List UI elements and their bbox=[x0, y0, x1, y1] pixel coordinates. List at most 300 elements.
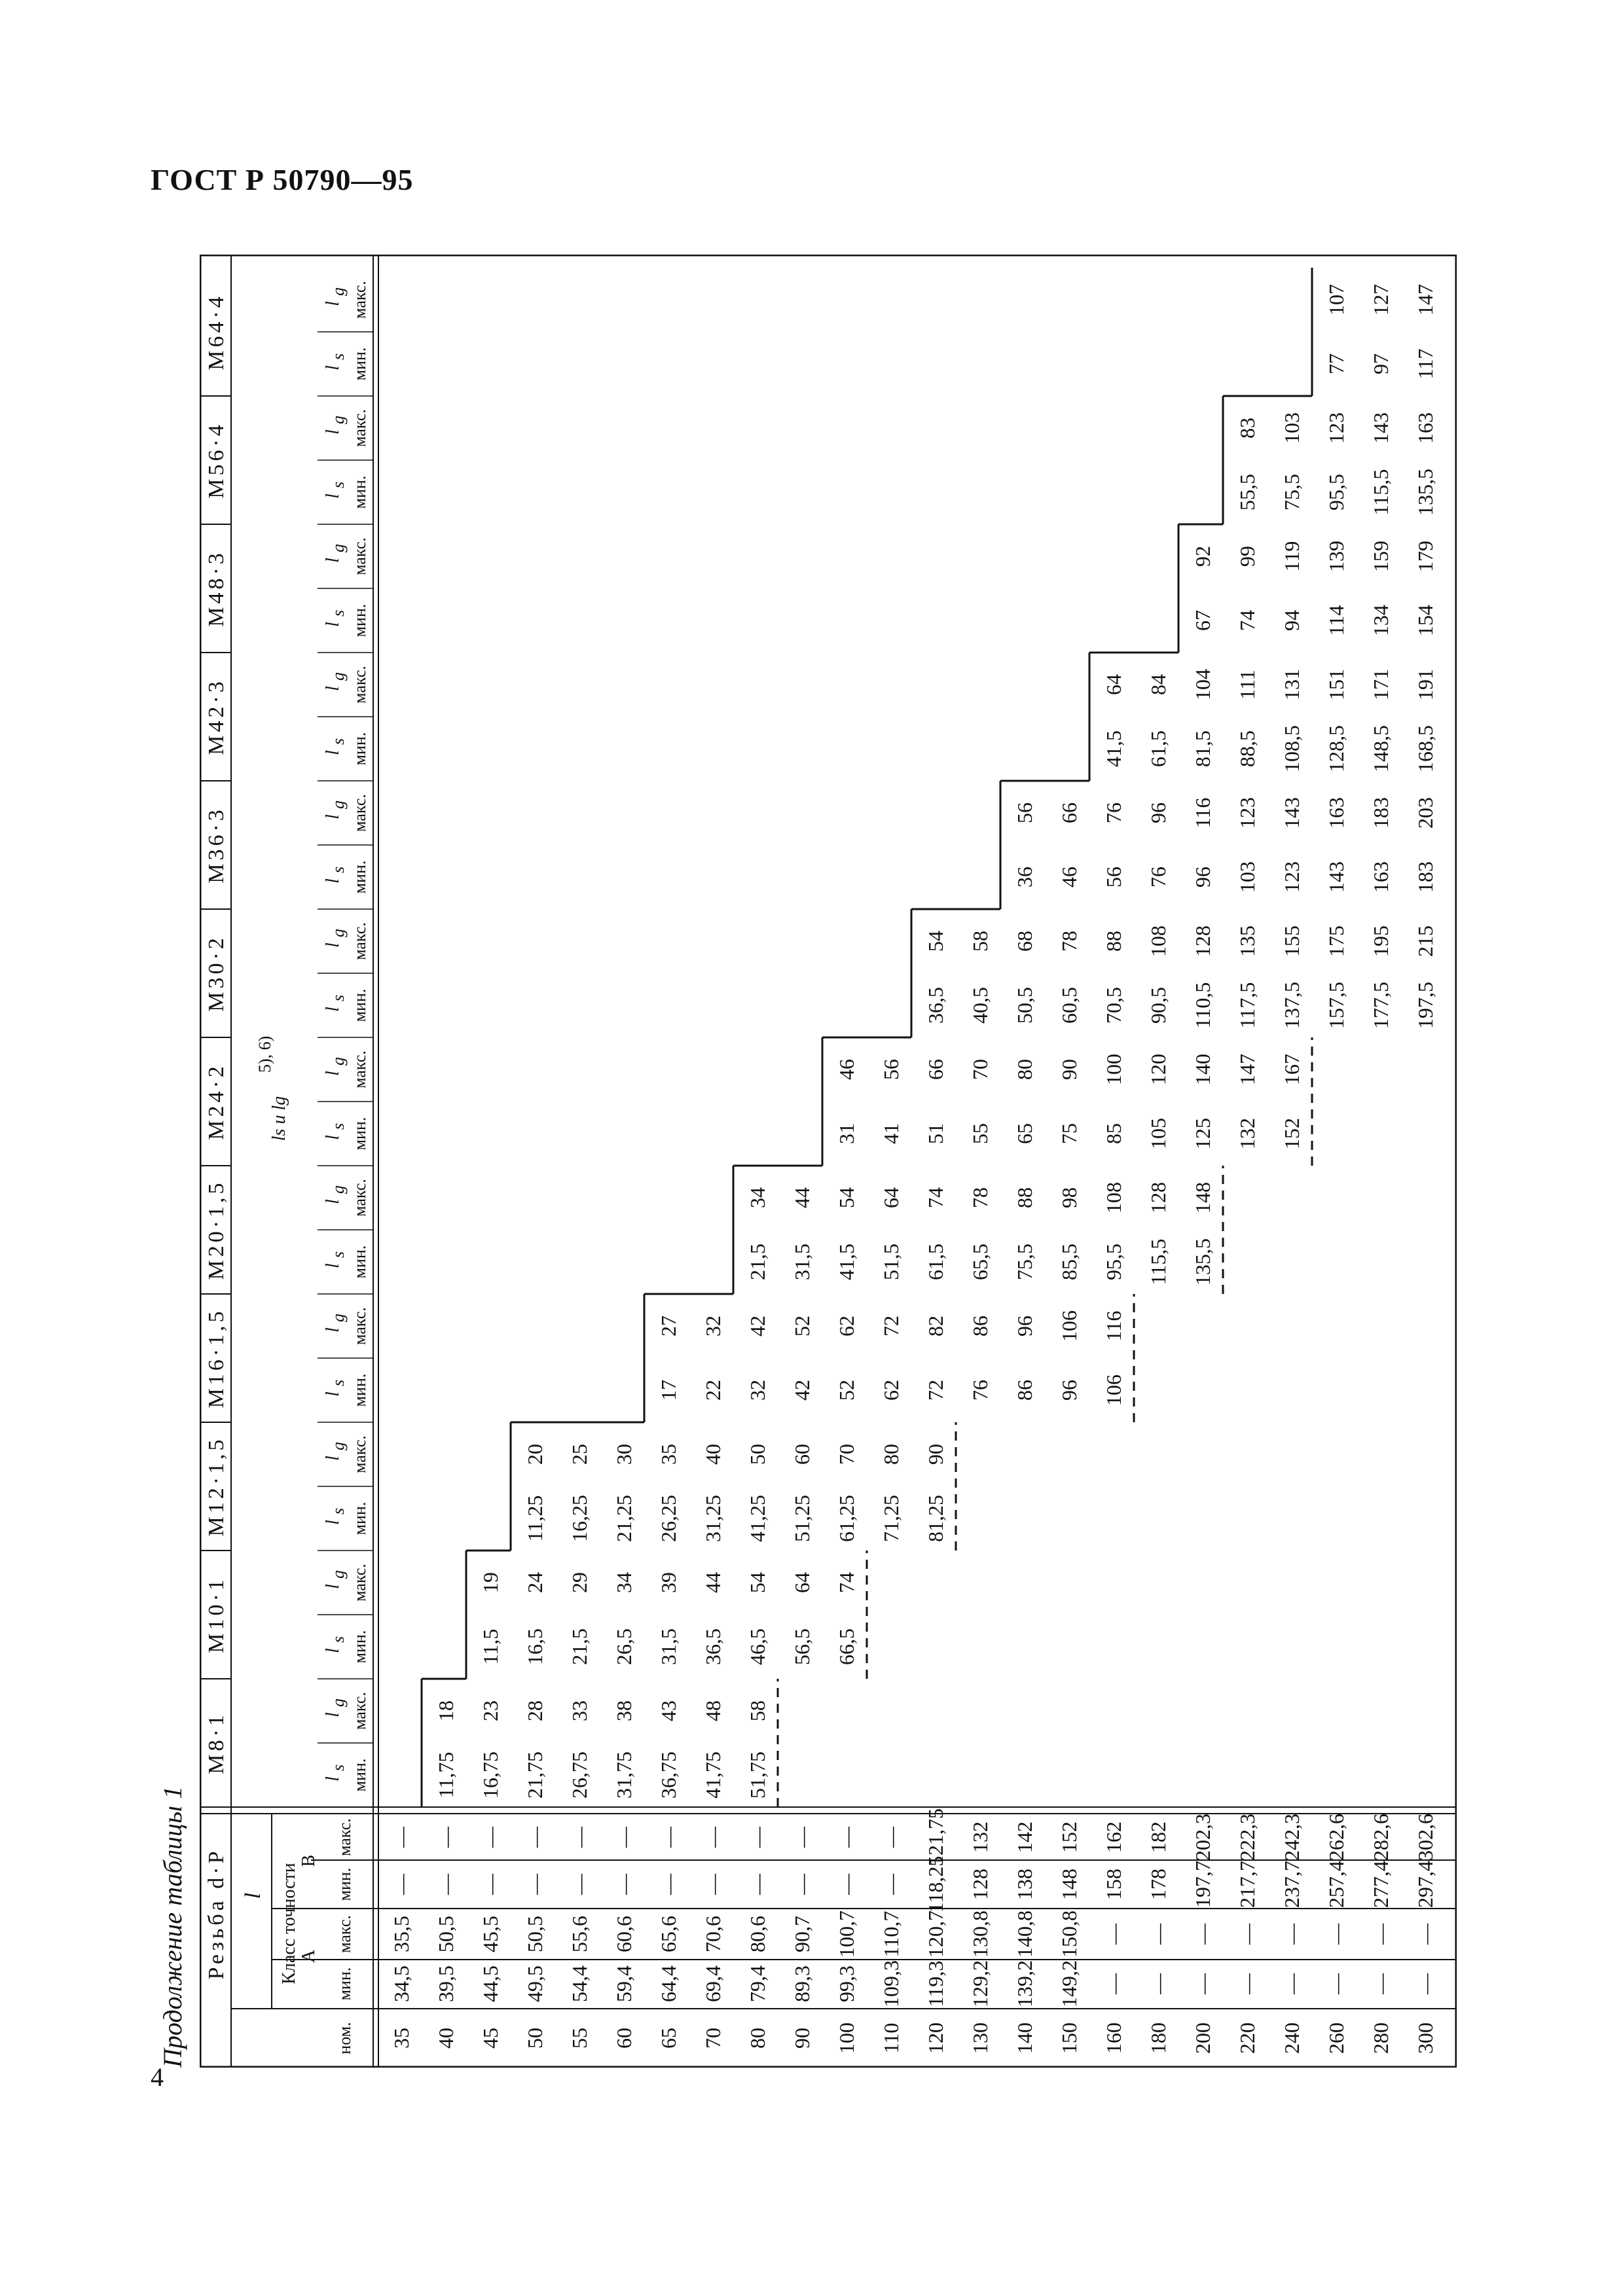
row-b-min: — bbox=[568, 1874, 591, 1895]
row-value: 32 bbox=[701, 1316, 725, 1336]
row-value: 40 bbox=[701, 1444, 725, 1465]
row-value: 16,25 bbox=[568, 1495, 591, 1542]
row-value: 177,5 bbox=[1369, 982, 1393, 1029]
subscript: s bbox=[329, 1251, 348, 1258]
row-value: 155 bbox=[1280, 925, 1304, 957]
row-value: 38 bbox=[612, 1700, 636, 1721]
row-value: 66 bbox=[1057, 802, 1081, 823]
row-value: 183 bbox=[1369, 797, 1393, 829]
max-header: макс. bbox=[350, 281, 369, 319]
row-nom: 35 bbox=[390, 2028, 413, 2049]
row-nom: 60 bbox=[612, 2028, 636, 2049]
row-b-max: 152 bbox=[1057, 1821, 1081, 1853]
row-value: 64 bbox=[790, 1572, 814, 1593]
document-header: ГОСТ Р 50790—95 bbox=[151, 163, 414, 196]
row-b-max: — bbox=[612, 1827, 636, 1848]
row-value: 86 bbox=[968, 1316, 992, 1336]
row-value: 106 bbox=[1102, 1374, 1125, 1406]
row-value: 111 bbox=[1235, 670, 1259, 700]
ls-lg-merged-label: ls и lg bbox=[269, 1096, 289, 1141]
row-a-min: — bbox=[1369, 1973, 1393, 1994]
row-value: 44 bbox=[701, 1572, 725, 1593]
row-value: 18 bbox=[434, 1700, 458, 1721]
row-b-max: 182 bbox=[1146, 1821, 1170, 1853]
thread-name: M64·4 bbox=[204, 293, 228, 370]
row-b-max: 282,6 bbox=[1369, 1814, 1393, 1861]
row-value: 140 bbox=[1191, 1054, 1214, 1085]
row-value: 97 bbox=[1369, 353, 1393, 374]
row-a-min: 89,3 bbox=[790, 1965, 814, 2002]
ls-header: l bbox=[323, 750, 343, 755]
row-value: 90 bbox=[1057, 1059, 1081, 1080]
row-value: 203 bbox=[1413, 797, 1437, 829]
min-header: мин. bbox=[350, 1501, 369, 1535]
row-a-min: 34,5 bbox=[390, 1965, 413, 2002]
row-value: 11,25 bbox=[523, 1495, 547, 1542]
max-header: макс. bbox=[350, 1307, 369, 1345]
row-value: 23 bbox=[479, 1700, 502, 1721]
row-value: 96 bbox=[1191, 867, 1214, 888]
row-a-max: 50,5 bbox=[523, 1916, 547, 1952]
min-header: мин. bbox=[350, 1373, 369, 1407]
row-value: 110,5 bbox=[1191, 982, 1214, 1029]
row-value: 88,5 bbox=[1235, 730, 1259, 767]
row-a-max: 70,6 bbox=[701, 1916, 725, 1952]
row-b-max: — bbox=[568, 1827, 591, 1848]
class-b-label: В bbox=[299, 1854, 319, 1867]
row-nom: 120 bbox=[924, 2022, 947, 2054]
row-b-min: — bbox=[790, 1874, 814, 1895]
row-value: 143 bbox=[1280, 797, 1304, 829]
row-value: 123 bbox=[1280, 861, 1304, 893]
page-number: 4 bbox=[151, 2062, 164, 2092]
col-b-min: мин. bbox=[335, 1867, 354, 1901]
row-value: 90,5 bbox=[1146, 987, 1170, 1024]
row-value: 48 bbox=[701, 1700, 725, 1721]
col-a-max: макс. bbox=[335, 1915, 354, 1953]
row-value: 135,5 bbox=[1413, 469, 1437, 516]
row-value: 72 bbox=[879, 1316, 903, 1336]
ls-header: l bbox=[323, 1391, 343, 1397]
row-value: 152 bbox=[1280, 1118, 1304, 1149]
row-value: 41,5 bbox=[835, 1244, 858, 1280]
min-header: мин. bbox=[350, 860, 369, 894]
row-value: 76 bbox=[1102, 802, 1125, 823]
row-value: 106 bbox=[1057, 1310, 1081, 1342]
subscript: s bbox=[329, 738, 348, 745]
row-value: 32 bbox=[746, 1380, 769, 1401]
row-value: 31 bbox=[835, 1123, 858, 1144]
row-nom: 260 bbox=[1324, 2022, 1348, 2054]
row-a-max: 140,8 bbox=[1013, 1910, 1036, 1958]
thread-name: M8·1 bbox=[204, 1712, 228, 1774]
row-nom: 50 bbox=[523, 2028, 547, 2049]
class-a-label: А bbox=[299, 1949, 319, 1964]
lg-header: l bbox=[323, 1071, 343, 1076]
subscript: s bbox=[329, 866, 348, 873]
row-value: 21,75 bbox=[523, 1751, 547, 1799]
row-a-min: — bbox=[1102, 1973, 1125, 1994]
subscript: g bbox=[329, 1442, 348, 1450]
row-value: 20 bbox=[523, 1444, 547, 1465]
min-header: мин. bbox=[350, 1758, 369, 1792]
row-nom: 180 bbox=[1146, 2022, 1170, 2054]
row-value: 151 bbox=[1324, 669, 1348, 700]
l-header: l bbox=[241, 1889, 265, 1899]
row-value: 120 bbox=[1146, 1054, 1170, 1085]
row-value: 41,75 bbox=[701, 1751, 725, 1799]
subscript: s bbox=[329, 353, 348, 360]
row-value: 134 bbox=[1369, 605, 1393, 636]
max-header: макс. bbox=[350, 1179, 369, 1217]
row-a-max: 80,6 bbox=[746, 1916, 769, 1952]
row-value: 103 bbox=[1280, 412, 1304, 444]
row-value: 92 bbox=[1191, 546, 1214, 567]
accuracy-class-label: Класс точности bbox=[279, 1863, 299, 1984]
row-value: 70 bbox=[968, 1059, 992, 1080]
row-value: 116 bbox=[1191, 797, 1214, 829]
row-value: 95,5 bbox=[1102, 1244, 1125, 1280]
row-value: 64 bbox=[1102, 674, 1125, 695]
row-value: 66 bbox=[924, 1059, 947, 1080]
row-value: 96 bbox=[1057, 1380, 1081, 1401]
row-nom: 280 bbox=[1369, 2022, 1393, 2054]
row-value: 25 bbox=[568, 1444, 591, 1465]
row-a-min: — bbox=[1413, 1973, 1437, 1994]
row-value: 26,25 bbox=[657, 1495, 680, 1542]
subscript: s bbox=[329, 1122, 348, 1130]
row-nom: 40 bbox=[434, 2028, 458, 2049]
row-value: 123 bbox=[1324, 412, 1348, 444]
row-value: 29 bbox=[568, 1572, 591, 1593]
row-a-max: — bbox=[1146, 1924, 1170, 1945]
row-value: 28 bbox=[523, 1700, 547, 1721]
row-b-min: — bbox=[612, 1874, 636, 1895]
row-value: 86 bbox=[1013, 1380, 1036, 1401]
max-header: макс. bbox=[350, 537, 369, 575]
max-header: макс. bbox=[350, 409, 369, 447]
row-b-max: 132 bbox=[968, 1821, 992, 1853]
row-a-max: 55,6 bbox=[568, 1916, 591, 1952]
row-value: 56 bbox=[1102, 867, 1125, 888]
row-a-max: 50,5 bbox=[434, 1916, 458, 1952]
row-value: 34 bbox=[612, 1572, 636, 1593]
row-value: 60,5 bbox=[1057, 987, 1081, 1024]
row-value: 11,75 bbox=[434, 1751, 458, 1799]
row-b-min: — bbox=[746, 1874, 769, 1895]
row-value: 197,5 bbox=[1413, 982, 1437, 1029]
lg-header: l bbox=[323, 429, 343, 435]
row-a-max: — bbox=[1191, 1924, 1214, 1945]
min-header: мин. bbox=[350, 732, 369, 766]
row-value: 58 bbox=[968, 931, 992, 952]
row-a-max: 90,7 bbox=[790, 1916, 814, 1952]
row-value: 147 bbox=[1235, 1054, 1259, 1085]
thread-name: M20·1,5 bbox=[204, 1179, 228, 1280]
row-b-min: 237,7 bbox=[1280, 1861, 1304, 1908]
row-value: 56,5 bbox=[790, 1628, 814, 1665]
max-header: макс. bbox=[350, 794, 369, 832]
thread-name: M10·1 bbox=[204, 1576, 228, 1653]
row-a-max: 110,7 bbox=[879, 1910, 903, 1958]
row-value: 80 bbox=[1013, 1059, 1036, 1080]
row-a-min: 49,5 bbox=[523, 1965, 547, 2002]
row-a-max: 120,7 bbox=[924, 1910, 947, 1958]
rotated-table-block bbox=[158, 255, 1457, 2068]
row-a-min: 44,5 bbox=[479, 1965, 502, 2002]
row-value: 65,5 bbox=[968, 1244, 992, 1280]
row-value: 94 bbox=[1280, 610, 1304, 631]
row-b-max: — bbox=[879, 1827, 903, 1848]
row-b-max: 262,6 bbox=[1324, 1814, 1348, 1861]
row-nom: 140 bbox=[1013, 2022, 1036, 2054]
row-b-min: — bbox=[390, 1874, 413, 1895]
row-value: 33 bbox=[568, 1700, 591, 1721]
row-value: 139 bbox=[1324, 541, 1348, 572]
row-value: 116 bbox=[1102, 1310, 1125, 1342]
row-value: 108 bbox=[1146, 925, 1170, 957]
row-value: 39 bbox=[657, 1572, 680, 1593]
row-value: 55 bbox=[968, 1123, 992, 1144]
row-value: 31,75 bbox=[612, 1751, 636, 1799]
min-header: мин. bbox=[350, 347, 369, 381]
row-value: 127 bbox=[1369, 284, 1393, 315]
row-b-min: 257,4 bbox=[1324, 1861, 1348, 1908]
row-value: 132 bbox=[1235, 1118, 1259, 1149]
row-value: 17 bbox=[657, 1380, 680, 1401]
table-caption: Продолжение таблицы 1 bbox=[158, 1785, 187, 2068]
row-value: 115,5 bbox=[1146, 1238, 1170, 1285]
row-b-max: — bbox=[390, 1827, 413, 1848]
min-header: мин. bbox=[350, 1117, 369, 1151]
row-value: 61,5 bbox=[924, 1244, 947, 1280]
row-value: 52 bbox=[790, 1316, 814, 1336]
ls-header: l bbox=[323, 493, 343, 499]
row-value: 128 bbox=[1146, 1182, 1170, 1213]
subscript: g bbox=[329, 416, 348, 424]
row-b-max: 142 bbox=[1013, 1821, 1036, 1853]
row-value: 108,5 bbox=[1280, 725, 1304, 772]
col-a-min: мин. bbox=[335, 1967, 354, 2001]
ls-header: l bbox=[323, 1263, 343, 1268]
row-value: 31,5 bbox=[790, 1244, 814, 1280]
subscript: g bbox=[329, 800, 348, 809]
row-b-min: 297,4 bbox=[1413, 1861, 1437, 1908]
row-value: 70 bbox=[835, 1444, 858, 1465]
row-a-min: — bbox=[1324, 1973, 1348, 1994]
row-value: 88 bbox=[1102, 931, 1125, 952]
lg-header: l bbox=[323, 814, 343, 819]
row-value: 215 bbox=[1413, 925, 1437, 957]
max-header: макс. bbox=[350, 1564, 369, 1602]
row-value: 100 bbox=[1102, 1054, 1125, 1085]
row-value: 21,5 bbox=[568, 1628, 591, 1665]
row-b-min: 217,7 bbox=[1235, 1861, 1259, 1908]
row-b-min: 158 bbox=[1102, 1869, 1125, 1900]
row-value: 41 bbox=[879, 1123, 903, 1144]
lg-header: l bbox=[323, 1584, 343, 1589]
row-value: 168,5 bbox=[1413, 725, 1437, 772]
row-value: 51 bbox=[924, 1123, 947, 1144]
thread-header-label: Резьба d·P bbox=[204, 1848, 228, 1980]
row-value: 96 bbox=[1146, 802, 1170, 823]
row-value: 82 bbox=[924, 1316, 947, 1336]
row-value: 67 bbox=[1191, 610, 1214, 631]
subscript: g bbox=[329, 287, 348, 296]
row-value: 163 bbox=[1413, 412, 1437, 444]
row-b-max: 302,6 bbox=[1413, 1814, 1437, 1861]
footnote-ref: 5), 6) bbox=[255, 1035, 274, 1073]
row-value: 46,5 bbox=[746, 1628, 769, 1665]
row-value: 80 bbox=[879, 1444, 903, 1465]
row-value: 71,25 bbox=[879, 1495, 903, 1542]
row-value: 62 bbox=[879, 1380, 903, 1401]
row-a-min: 139,2 bbox=[1013, 1960, 1036, 2007]
row-value: 72 bbox=[924, 1380, 947, 1401]
row-a-min: — bbox=[1146, 1973, 1170, 1994]
thread-name: M42·3 bbox=[204, 678, 228, 755]
row-value: 105 bbox=[1146, 1118, 1170, 1149]
row-value: 41,25 bbox=[746, 1495, 769, 1542]
row-a-max: 100,7 bbox=[835, 1910, 858, 1958]
row-value: 74 bbox=[1235, 610, 1259, 631]
row-b-max: — bbox=[701, 1827, 725, 1848]
row-b-max: — bbox=[523, 1827, 547, 1848]
row-b-min: 128 bbox=[968, 1869, 992, 1900]
row-value: 81,25 bbox=[924, 1495, 947, 1542]
min-header: мин. bbox=[350, 988, 369, 1022]
row-a-max: 150,8 bbox=[1057, 1910, 1081, 1958]
row-value: 125 bbox=[1191, 1118, 1214, 1149]
min-header: мин. bbox=[350, 603, 369, 637]
lg-header: l bbox=[323, 558, 343, 563]
row-a-min: — bbox=[1235, 1973, 1259, 1994]
row-value: 36,5 bbox=[701, 1628, 725, 1665]
row-b-max: — bbox=[835, 1827, 858, 1848]
row-value: 76 bbox=[968, 1380, 992, 1401]
row-value: 68 bbox=[1013, 931, 1036, 952]
thread-length-table bbox=[200, 255, 1457, 2068]
min-header: мин. bbox=[350, 1630, 369, 1664]
row-b-min: 118,25 bbox=[924, 1856, 947, 1913]
row-b-min: 148 bbox=[1057, 1869, 1081, 1900]
row-value: 55,5 bbox=[1235, 474, 1259, 511]
row-b-max: 222,3 bbox=[1235, 1814, 1259, 1861]
row-value: 84 bbox=[1146, 674, 1170, 695]
row-a-max: — bbox=[1369, 1924, 1393, 1945]
subscript: s bbox=[329, 1379, 348, 1386]
min-header: мин. bbox=[350, 1245, 369, 1279]
row-a-max: 130,8 bbox=[968, 1910, 992, 1958]
row-value: 148,5 bbox=[1369, 725, 1393, 772]
row-value: 114 bbox=[1324, 605, 1348, 636]
lg-header: l bbox=[323, 942, 343, 948]
row-value: 117,5 bbox=[1235, 982, 1259, 1029]
row-nom: 55 bbox=[568, 2028, 591, 2049]
row-value: 36 bbox=[1013, 867, 1036, 888]
row-value: 51,25 bbox=[790, 1495, 814, 1542]
ls-header: l bbox=[323, 1007, 343, 1012]
ls-header: l bbox=[323, 1135, 343, 1140]
subscript: g bbox=[329, 1057, 348, 1066]
row-value: 78 bbox=[1057, 931, 1081, 952]
row-nom: 70 bbox=[701, 2028, 725, 2049]
col-nom: ном. bbox=[335, 2022, 354, 2054]
max-header: макс. bbox=[350, 1692, 369, 1730]
row-value: 88 bbox=[1013, 1187, 1036, 1208]
subscript: s bbox=[329, 1636, 348, 1643]
row-b-min: — bbox=[523, 1874, 547, 1895]
row-b-min: — bbox=[434, 1874, 458, 1895]
row-a-min: 99,3 bbox=[835, 1965, 858, 2002]
subscript: g bbox=[329, 929, 348, 937]
row-value: 83 bbox=[1235, 418, 1259, 439]
row-value: 157,5 bbox=[1324, 982, 1348, 1029]
row-value: 107 bbox=[1324, 284, 1348, 315]
lg-header: l bbox=[323, 686, 343, 691]
row-b-min: — bbox=[835, 1874, 858, 1895]
row-value: 104 bbox=[1191, 669, 1214, 700]
row-value: 42 bbox=[790, 1380, 814, 1401]
row-value: 191 bbox=[1413, 669, 1437, 700]
row-value: 24 bbox=[523, 1572, 547, 1593]
row-value: 44 bbox=[790, 1187, 814, 1208]
row-value: 16,5 bbox=[523, 1628, 547, 1665]
row-nom: 65 bbox=[657, 2028, 680, 2049]
row-value: 147 bbox=[1413, 284, 1437, 315]
row-value: 108 bbox=[1102, 1182, 1125, 1213]
max-header: макс. bbox=[350, 1435, 369, 1473]
row-value: 64 bbox=[879, 1187, 903, 1208]
row-value: 26,75 bbox=[568, 1751, 591, 1799]
row-value: 31,25 bbox=[701, 1495, 725, 1542]
row-value: 167 bbox=[1280, 1054, 1304, 1085]
row-a-min: 64,4 bbox=[657, 1965, 680, 2002]
max-header: макс. bbox=[350, 922, 369, 960]
row-value: 135,5 bbox=[1191, 1238, 1214, 1285]
row-value: 179 bbox=[1413, 541, 1437, 572]
row-nom: 110 bbox=[879, 2022, 903, 2054]
subscript: g bbox=[329, 1185, 348, 1194]
subscript: g bbox=[329, 1570, 348, 1579]
row-b-max: — bbox=[479, 1827, 502, 1848]
row-value: 51,75 bbox=[746, 1751, 769, 1799]
row-value: 143 bbox=[1369, 412, 1393, 444]
thread-name: M30·2 bbox=[204, 935, 228, 1012]
row-b-min: — bbox=[479, 1874, 502, 1895]
row-value: 36,5 bbox=[924, 987, 947, 1024]
row-nom: 200 bbox=[1191, 2022, 1214, 2054]
row-value: 66,5 bbox=[835, 1628, 858, 1665]
row-a-min: 79,4 bbox=[746, 1965, 769, 2002]
row-value: 115,5 bbox=[1369, 469, 1393, 516]
row-value: 50 bbox=[746, 1444, 769, 1465]
row-value: 78 bbox=[968, 1187, 992, 1208]
row-nom: 80 bbox=[746, 2028, 769, 2049]
row-nom: 90 bbox=[790, 2028, 814, 2049]
row-value: 148 bbox=[1191, 1182, 1214, 1213]
row-nom: 160 bbox=[1102, 2022, 1125, 2054]
row-value: 154 bbox=[1413, 605, 1437, 636]
row-b-max: — bbox=[657, 1827, 680, 1848]
row-b-min: 277,4 bbox=[1369, 1861, 1393, 1908]
row-a-max: 65,6 bbox=[657, 1916, 680, 1952]
row-b-max: 162 bbox=[1102, 1821, 1125, 1853]
subscript: s bbox=[329, 1507, 348, 1515]
row-value: 85 bbox=[1102, 1123, 1125, 1144]
row-value: 171 bbox=[1369, 669, 1393, 700]
row-b-min: 138 bbox=[1013, 1869, 1036, 1900]
